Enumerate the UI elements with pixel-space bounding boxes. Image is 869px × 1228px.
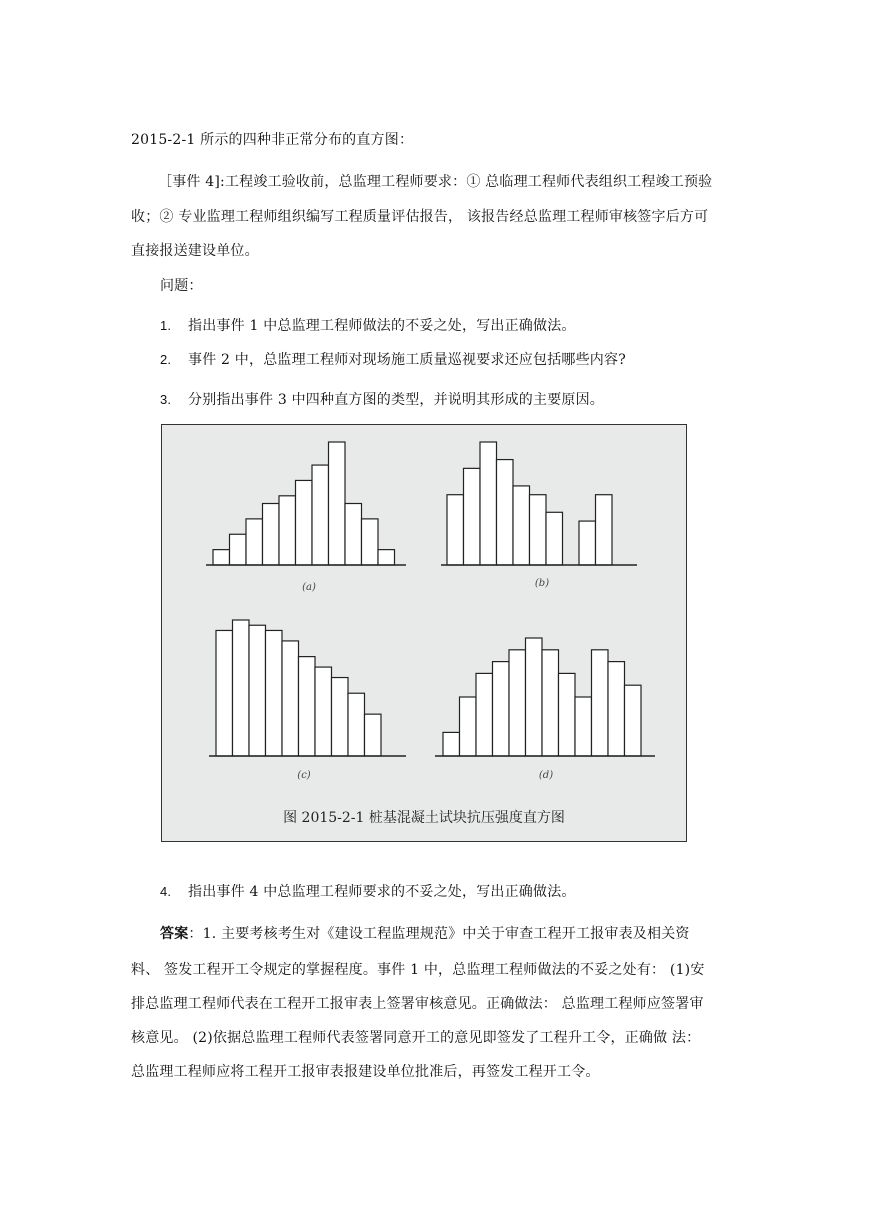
answer-text: ：1. 主要考核考生对《建设工程监理规范》中关于审查工程开工报审表及相关资 xyxy=(188,926,690,942)
histogram-bar xyxy=(526,638,543,756)
histogram-bar xyxy=(575,697,592,756)
answer-line-4: 核意见。 (2)依据总监理工程师代表签署同意开工的意见即签发了工程升工令，正确做 法： xyxy=(131,1030,701,1046)
histogram-bar xyxy=(345,504,362,566)
histogram-bar xyxy=(266,630,283,756)
histogram-bar xyxy=(216,630,233,756)
question-item xyxy=(160,350,626,370)
histogram-bar xyxy=(480,442,497,565)
answer-line-1 xyxy=(160,924,690,944)
histogram-bar xyxy=(230,534,247,565)
histogram-bar xyxy=(592,650,609,756)
histogram-bar xyxy=(493,662,510,756)
question-item xyxy=(160,316,576,336)
answer-line-5: 总监理工程师应将工程开工报审表报建设单位批准后，再签发工程开工令。 xyxy=(131,1064,600,1080)
question-text: 指出事件 4 中总监理工程师要求的不妥之处，写出正确做法。 xyxy=(188,884,576,900)
histogram-bar xyxy=(332,678,349,756)
histogram-bar xyxy=(464,468,481,565)
histogram-bar xyxy=(513,486,530,565)
histogram-bar xyxy=(246,519,263,565)
histogram-bar xyxy=(460,697,477,756)
answer-line-3: 排总监理工程师代表在工程开工报审表上签署审核意见。正确做法： 总监理工程师应签署审 xyxy=(131,996,704,1012)
question-number: 3. xyxy=(160,392,172,407)
histogram-bar xyxy=(509,650,526,756)
histogram-bar xyxy=(263,504,280,566)
histogram-bar xyxy=(299,657,316,756)
histogram-bar xyxy=(443,732,460,756)
histogram-bar xyxy=(625,685,642,756)
histogram-bar xyxy=(348,693,365,756)
histogram-bar xyxy=(213,550,230,565)
histogram-bar xyxy=(559,673,576,756)
question-number: 1. xyxy=(160,318,172,333)
histogram-bar xyxy=(546,512,563,565)
histogram-label: (c) xyxy=(297,770,311,781)
question-text: 指出事件 1 中总监理工程师做法的不妥之处，写出正确做法。 xyxy=(188,318,576,334)
answer-line-2: 料、 签发工程开工令规定的掌握程度。事件 1 中，总监理工程师做法的不妥之处有： (1)安 xyxy=(131,962,705,978)
histogram-bar xyxy=(378,550,395,565)
histogram-bar xyxy=(282,641,299,756)
question-item xyxy=(160,390,604,410)
question-item xyxy=(160,882,576,902)
histogram-bar xyxy=(608,662,625,756)
text-line-4: 直接报送建设单位。 xyxy=(131,243,259,259)
histogram-bar xyxy=(296,480,313,565)
figure-caption: 图 2015-2-1 桩基混凝土试块抗压强度直方图 xyxy=(283,810,565,826)
histogram-bar xyxy=(476,673,493,756)
histogram-label: (b) xyxy=(534,578,550,589)
histogram-bar xyxy=(365,714,382,756)
text-line-1: 2015-2-1 所示的四种非正常分布的直方图： xyxy=(131,132,414,148)
histogram-bar xyxy=(542,650,559,756)
answer-label: 答案 xyxy=(160,926,189,942)
histogram-bar xyxy=(312,465,329,565)
histogram-bar xyxy=(315,667,332,756)
histogram-bar xyxy=(530,495,547,565)
histogram-label: (a) xyxy=(302,582,316,593)
question-number: 2. xyxy=(160,352,172,367)
histogram-bar xyxy=(497,460,514,565)
histogram-bar xyxy=(596,495,613,565)
question-heading: 问题： xyxy=(160,278,203,294)
histogram-bar xyxy=(447,495,464,565)
histogram-label: (d) xyxy=(538,770,554,781)
histogram-bar xyxy=(329,442,346,565)
histogram-bar xyxy=(579,521,596,565)
histogram-figure-svg xyxy=(161,424,687,842)
histogram-bar xyxy=(233,620,250,756)
question-text: 分别指出事件 3 中四种直方图的类型，并说明其形成的主要原因。 xyxy=(188,392,605,408)
text-line-2: ［事件 4]:工程竣工验收前，总监理工程师要求：① 总临理工程师代表组织工程竣工预验 xyxy=(158,174,713,190)
histogram-bar xyxy=(279,496,296,565)
histogram-bar xyxy=(249,625,266,756)
text-line-3: 收；② 专业监理工程师组织编写工程质量评估报告， 该报告经总监理工程师审核签字后方可 xyxy=(131,209,709,225)
histogram-figure xyxy=(161,424,687,842)
histogram-bar xyxy=(362,519,379,565)
question-text: 事件 2 中，总监理工程师对现场施工质量巡视要求还应包括哪些内容? xyxy=(188,352,626,368)
question-number: 4. xyxy=(160,884,172,899)
